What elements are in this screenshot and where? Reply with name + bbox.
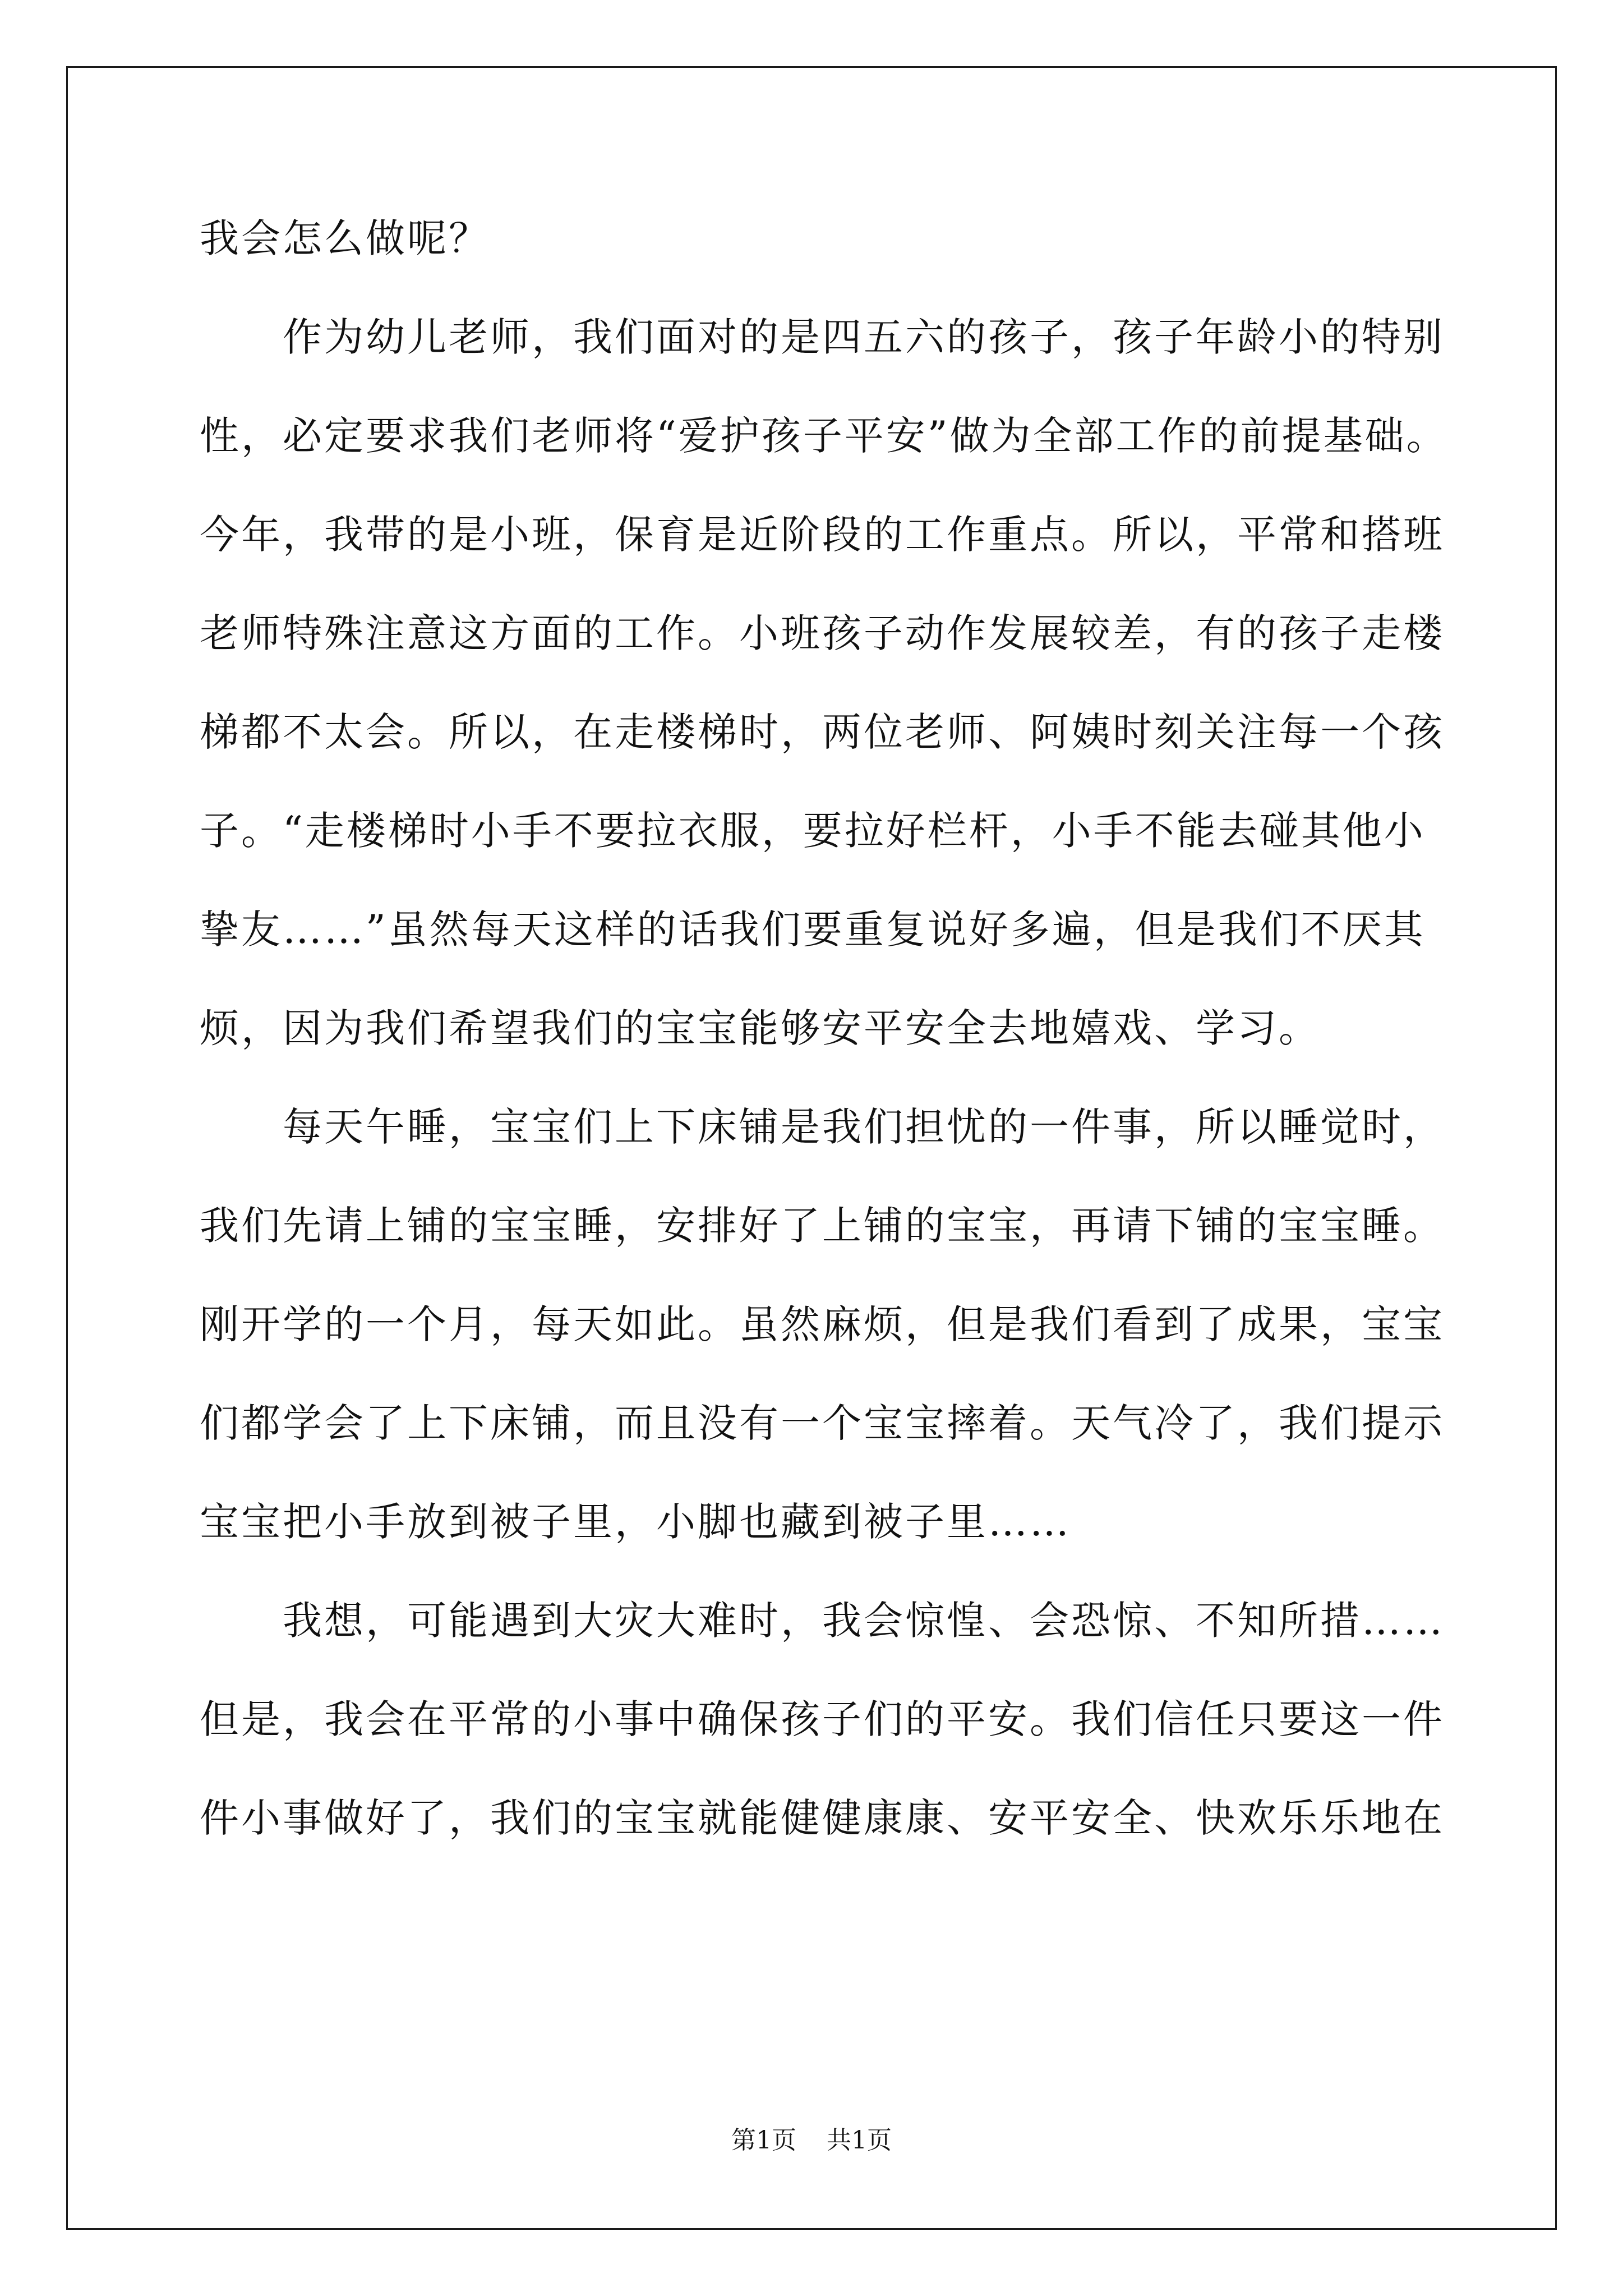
text-line: 梯都不太会。所以，在走楼梯时，两位老师、阿姨时刻关注每一个孩 [200, 709, 1445, 755]
text-line: 刚开学的一个月，每天如此。虽然麻烦，但是我们看到了成果，宝宝 [200, 1301, 1445, 1347]
text-line: 我会怎么做呢？ [200, 215, 490, 261]
text-line: 我们先请上铺的宝宝睡，安排好了上铺的宝宝，再请下铺的宝宝睡。 [200, 1203, 1445, 1249]
text-line: 我想，可能遇到大灾大难时，我会惊惶、会恐惊、不知所措…… [200, 1598, 1445, 1644]
text-line: 今年，我带的是小班，保育是近阶段的工作重点。所以，平常和搭班 [200, 512, 1445, 558]
text-line: 作为幼儿老师，我们面对的是四五六的孩子，孩子年龄小的特别 [200, 314, 1445, 360]
text-line: 老师特殊注意这方面的工作。小班孩子动作发展较差，有的孩子走楼 [200, 610, 1445, 656]
text-line: 烦，因为我们希望我们的宝宝能够安平安全去地嬉戏、学习。 [200, 1005, 1320, 1051]
text-line: 宝宝把小手放到被子里，小脚也藏到被子里…… [200, 1499, 1071, 1545]
page-footer [0, 2124, 1623, 2157]
page-number-current: 第1页 [731, 2126, 796, 2155]
text-line: 件小事做好了，我们的宝宝就能健健康康、安平安全、快欢乐乐地在 [200, 1795, 1445, 1841]
text-line: 子。“走楼梯时小手不要拉衣服，要拉好栏杆，小手不能去碰其他小 [200, 808, 1426, 854]
text-line: 每天午睡，宝宝们上下床铺是我们担忧的一件事，所以睡觉时， [200, 1104, 1445, 1150]
text-line: 挚友……”虽然每天这样的话我们要重复说好多遍，但是我们不厌其 [200, 907, 1426, 953]
text-line: 们都学会了上下床铺，而且没有一个宝宝摔着。天气冷了，我们提示 [200, 1400, 1445, 1446]
text-line: 但是，我会在平常的小事中确保孩子们的平安。我们信任只要这一件 [200, 1696, 1445, 1742]
page-number-total: 共1页 [827, 2126, 892, 2155]
text-line: 性，必定要求我们老师将“爱护孩子平安”做为全部工作的前提基础。 [200, 413, 1448, 459]
